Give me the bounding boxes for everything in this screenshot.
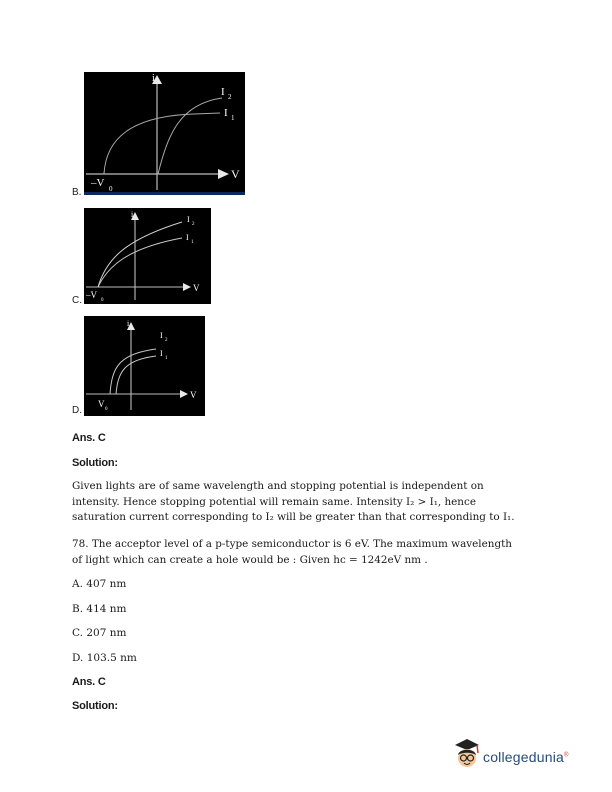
choice-b: B. 414 nm (72, 603, 127, 615)
answer-label: Ans. C (72, 676, 106, 688)
graph-v0-label: –V (91, 177, 105, 189)
graph-i2-label: I (221, 86, 225, 98)
collegedunia-logo-icon (452, 738, 482, 772)
graph-i1-label: I (186, 233, 189, 242)
question-78 (72, 537, 542, 568)
option-c-graph (84, 208, 211, 304)
graph-i-label: i (152, 73, 155, 84)
choice-d: D. 103.5 nm (72, 652, 137, 664)
graph-i1-sub: 1 (165, 356, 168, 361)
solution-line: Given lights are of same wavelength and stopping potential is independent on (72, 480, 484, 492)
graph-v0-sub: 0 (105, 407, 108, 412)
graph-i2-label: I (160, 331, 163, 340)
answer-label: Ans. C (72, 432, 106, 444)
graph-i2-sub: 2 (228, 93, 232, 101)
solution-line: saturation current corresponding to I₂ will be greater than that corresponding to I₁. (72, 511, 515, 523)
graph-i1-label: I (160, 349, 163, 358)
graph-i1-label: I (224, 107, 228, 119)
graph-v0-sub: 0 (101, 298, 104, 303)
curve-i2 (98, 222, 182, 287)
graph-i2-sub: 2 (165, 338, 168, 343)
graph-v-label: V (190, 390, 197, 400)
option-b-letter: B. (72, 187, 82, 198)
curve-i2 (158, 98, 222, 174)
graph-v0-sub: 0 (109, 185, 113, 193)
option-b-graph-svg (84, 72, 245, 195)
v-axis-arrow (218, 169, 229, 179)
graph-i1-sub: 1 (191, 240, 194, 245)
graph-i-label: i (127, 319, 130, 328)
choice-c: C. 207 nm (72, 627, 127, 639)
graph-v-label: V (231, 167, 240, 181)
curve-i1 (104, 113, 220, 174)
option-d-graph-svg (84, 316, 205, 416)
grad-cap-icon (455, 739, 479, 750)
v-axis-arrow (183, 283, 191, 291)
question-line: of light which can create a hole would be : Given hc = 1242eV nm . (72, 553, 428, 566)
logo-wordmark: collegedunia (483, 749, 565, 765)
option-b-graph (84, 72, 245, 195)
graph-i-label: i (131, 210, 134, 219)
choice-a: A. 407 nm (72, 578, 127, 590)
graph-i2-label: I (187, 215, 190, 224)
solution-heading: Solution: (72, 700, 118, 712)
graph-v-label: V (193, 283, 200, 293)
v-axis-arrow (180, 390, 188, 398)
graph-v0-label: –V (86, 290, 97, 300)
logo-registered-mark: ® (564, 752, 569, 759)
graph-v0-label: V (98, 399, 105, 409)
graph-i1-sub: 1 (231, 114, 235, 122)
mascot-icon (452, 738, 482, 772)
solution-heading: Solution: (72, 457, 118, 469)
option-d-graph (84, 316, 205, 416)
option-c-graph-svg (84, 208, 211, 304)
solution-line: intensity. Hence stopping potential will remain same. Intensity I₂ > I₁, hence (72, 495, 476, 508)
solution-text (72, 479, 542, 526)
graph-i2-sub: 2 (192, 222, 195, 227)
option-d-letter: D. (72, 405, 82, 416)
collegedunia-logo-text (483, 749, 569, 765)
option-c-letter: C. (72, 295, 82, 306)
question-line: 78. The acceptor level of a p-type semiconductor is 6 eV. The maximum wavelength (72, 538, 512, 550)
